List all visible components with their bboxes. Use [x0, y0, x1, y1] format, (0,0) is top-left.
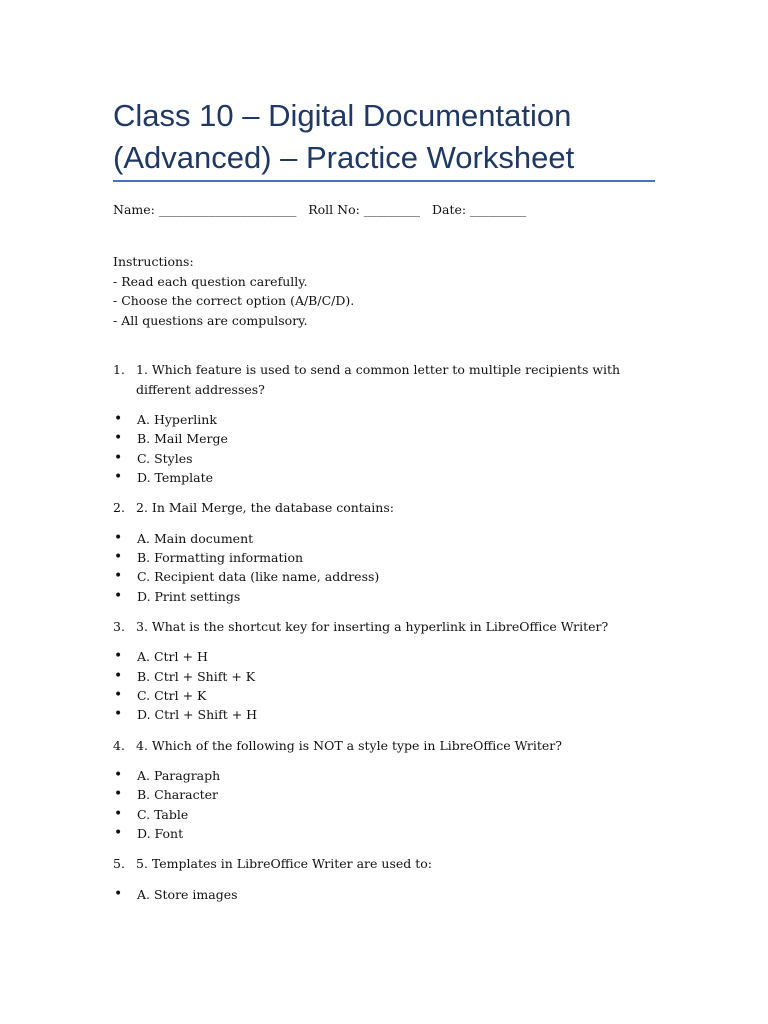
option-item: [113, 705, 673, 724]
question-number: 1.: [113, 362, 125, 377]
title-underline: [113, 180, 655, 182]
question-4: [113, 736, 673, 756]
instruction-line: - All questions are compulsory.: [113, 312, 308, 328]
question-text: 1. Which feature is used to send a common letter to multiple recipients with different addresses?: [136, 362, 621, 397]
option-text: C. Ctrl + K: [137, 687, 207, 703]
option-text: A. Store images: [137, 886, 238, 902]
option-item: [113, 587, 673, 606]
question-2: [113, 498, 673, 518]
option-text: A. Paragraph: [137, 768, 221, 784]
option-text: A. Hyperlink: [137, 412, 217, 427]
option-text: B. Mail Merge: [137, 431, 228, 447]
option-text: C. Styles: [137, 450, 193, 466]
options-list: [113, 529, 673, 606]
bullet-icon: •: [114, 430, 123, 447]
options-list: [113, 647, 673, 724]
question-5: [113, 854, 673, 874]
option-item: [113, 468, 673, 487]
question-3: [113, 617, 673, 637]
options-list: [113, 885, 673, 904]
option-item: [113, 548, 673, 567]
question-text: 3. What is the shortcut key for inserting a hyperlink in LibreOffice Writer?: [136, 618, 609, 634]
bullet-icon: •: [114, 411, 123, 427]
instructions-block: [113, 252, 673, 330]
option-text: D. Ctrl + Shift + H: [137, 707, 258, 723]
question-number: 3.: [113, 618, 125, 634]
option-text: D. Font: [137, 825, 184, 841]
bullet-icon: •: [114, 767, 123, 784]
option-item: [113, 805, 673, 824]
option-text: B. Character: [137, 787, 219, 803]
bullet-icon: •: [114, 548, 123, 565]
option-text: A. Ctrl + H: [137, 649, 208, 665]
question-number: 5.: [113, 856, 125, 872]
bullet-icon: •: [114, 824, 123, 841]
student-info-line: Name: ______________________ Roll No: _________ Date: _________: [113, 202, 527, 217]
bullet-icon: •: [114, 648, 123, 665]
bullet-icon: •: [114, 568, 123, 585]
bullet-icon: •: [114, 686, 123, 703]
bullet-icon: •: [114, 449, 123, 466]
title-line-2: (Advanced) – Practice Worksheet: [113, 140, 575, 175]
page-title: [113, 95, 673, 179]
question-text: 2. In Mail Merge, the database contains:: [136, 500, 394, 516]
options-list: [113, 766, 673, 843]
option-text: C. Recipient data (like name, address): [137, 569, 380, 585]
option-text: B. Ctrl + Shift + K: [137, 668, 256, 684]
option-item: [113, 885, 673, 904]
option-item: [113, 667, 673, 686]
option-text: C. Table: [137, 806, 189, 822]
option-item: [113, 785, 673, 804]
options-list: [113, 410, 673, 487]
option-item: [113, 824, 673, 843]
bullet-icon: •: [114, 805, 123, 822]
option-text: B. Formatting information: [137, 549, 304, 565]
bullet-icon: •: [114, 468, 123, 485]
option-item: [113, 686, 673, 705]
bullet-icon: •: [114, 706, 123, 723]
option-item: [113, 529, 673, 548]
option-text: D. Template: [137, 469, 214, 485]
option-item: [113, 410, 673, 429]
option-item: [113, 567, 673, 586]
bullet-icon: •: [114, 786, 123, 803]
option-item: [113, 449, 673, 468]
option-item: [113, 647, 673, 666]
bullet-icon: •: [114, 529, 123, 546]
option-text: D. Print settings: [137, 588, 241, 604]
bullet-icon: •: [114, 667, 123, 684]
bullet-icon: •: [114, 587, 123, 604]
question-number: 2.: [113, 500, 125, 516]
option-item: [113, 429, 673, 448]
question-number: 4.: [113, 737, 125, 753]
instruction-line: - Choose the correct option (A/B/C/D).: [113, 293, 355, 308]
question-text: 5. Templates in LibreOffice Writer are used to:: [136, 856, 432, 872]
instruction-line: - Read each question carefully.: [113, 273, 308, 289]
question-1: [113, 360, 673, 399]
instructions-heading: Instructions:: [113, 254, 194, 269]
option-text: A. Main document: [137, 530, 254, 546]
bullet-icon: •: [114, 885, 123, 902]
questions-list: [113, 360, 673, 915]
title-line-1: Class 10 – Digital Documentation: [113, 98, 572, 133]
question-text: 4. Which of the following is NOT a style type in LibreOffice Writer?: [136, 737, 562, 753]
option-item: [113, 766, 673, 785]
